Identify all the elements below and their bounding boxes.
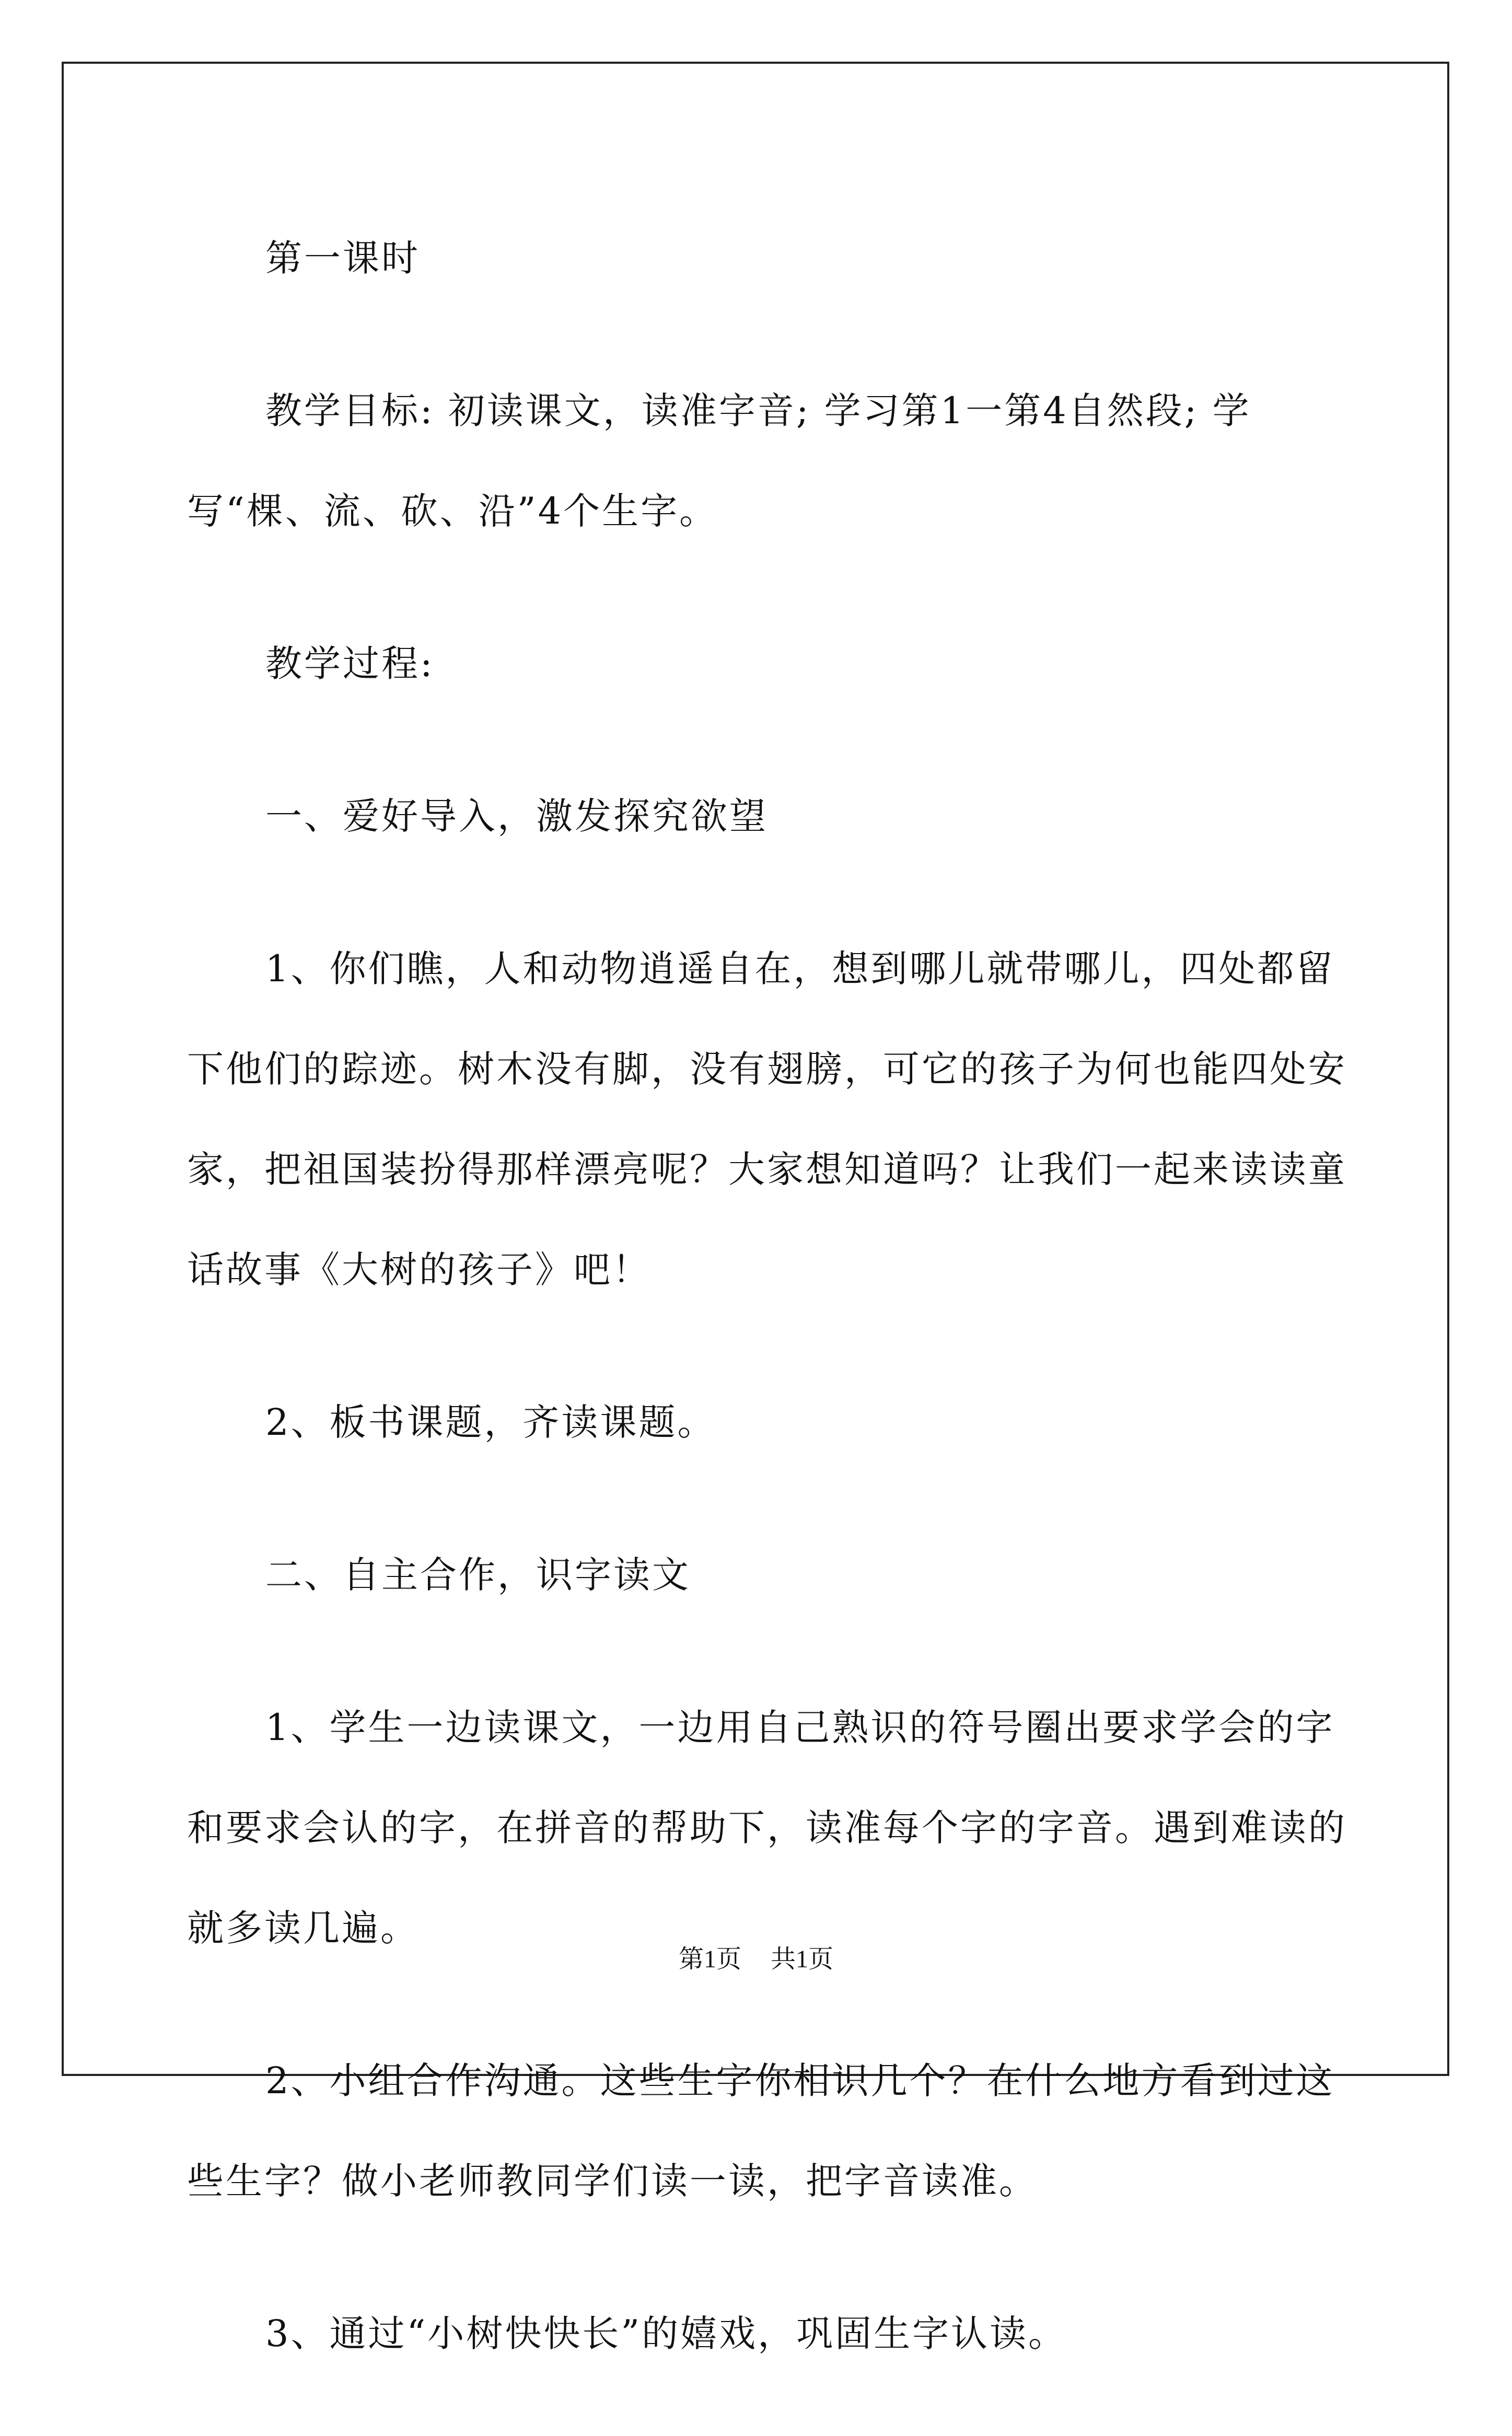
paragraph-step-2-title: 2、板书课题，齐读课题。 xyxy=(265,1401,716,1444)
paragraph-step-1-reading: 1、学生一边读课文，一边用自己熟识的符号圈出要求学会的字和要求会认的字，在拼音的帮助下，读准每个字的字音。遇到难读的就多读几遍。 xyxy=(187,1706,1347,1950)
paragraph-lesson-title: 第一课时 xyxy=(265,237,420,280)
paragraph-teaching-goal: 教学目标: 初读课文，读准字音; 学习第1一第4自然段; 学写“棵、流、砍、沿”4个生字。 xyxy=(187,389,1251,532)
page-number-current: 第1页 xyxy=(678,1945,741,1973)
page-number-total: 共1页 xyxy=(771,1945,834,1973)
paragraph-section-two: 二、自主合作，识字读文 xyxy=(265,1553,691,1596)
paragraph-step-1-intro: 1、你们瞧，人和动物逍遥自在，想到哪儿就带哪儿，四处都留下他们的踪迹。树木没有脚，没有翅膀，可它的孩子为何也能四处安家，把祖国装扮得那样漂亮呢？大家想知道吗？让我们一起来读读童话故事《大树的孩子》吧！ xyxy=(187,947,1347,1291)
document-body xyxy=(187,208,1347,2436)
paragraph-section-one: 一、爱好导入，激发探究欲望 xyxy=(265,795,768,838)
paragraph-step-2-group: 2、小组合作沟通。这些生字你相识几个？在什么地方看到过这些生字？做小老师教同学们读一读，把字音读准。 xyxy=(187,2059,1335,2202)
paragraph-teaching-process: 教学过程: xyxy=(265,642,435,685)
paragraph-step-3-game: 3、通过“小树快快长”的嬉戏，巩固生字认读。 xyxy=(265,2312,1067,2355)
page-footer xyxy=(0,1944,1512,1975)
